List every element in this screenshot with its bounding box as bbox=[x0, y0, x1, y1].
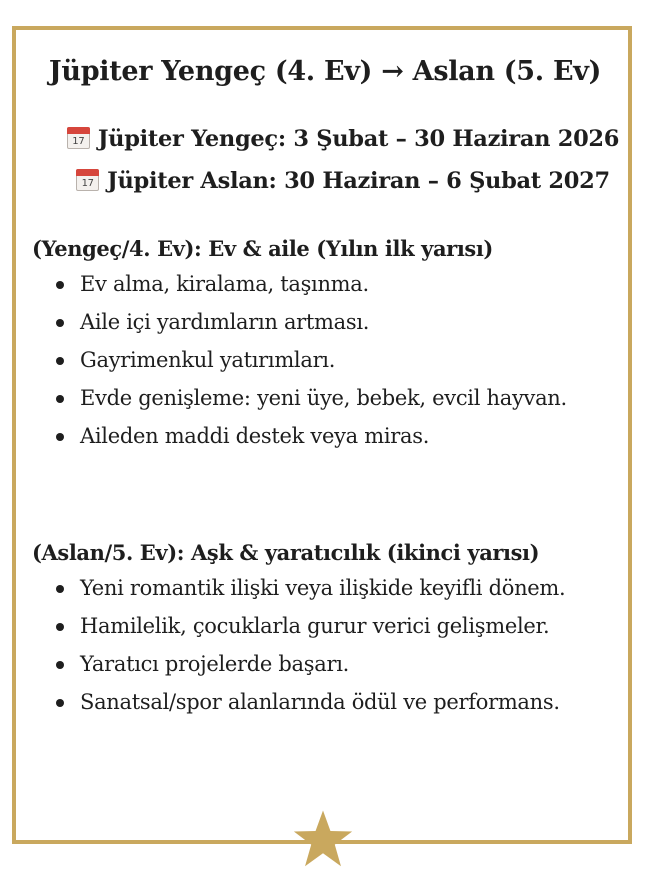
list-item: Yaratıcı projelerde başarı. bbox=[32, 646, 622, 682]
section-heading: (Aslan/5. Ev): Aşk & yaratıcılık (ikinci yarısı) bbox=[32, 540, 540, 565]
list-item: Yeni romantik ilişki veya ilişkide keyifli dönem. bbox=[32, 570, 622, 606]
date-text: Jüpiter Yengeç: 3 Şubat – 30 Haziran 2026 bbox=[97, 126, 620, 152]
section-heading: (Yengeç/4. Ev): Ev & aile (Yılın ilk yarısı) bbox=[32, 236, 493, 261]
list-item: Gayrimenkul yatırımları. bbox=[32, 342, 622, 378]
list-item: Hamilelik, çocuklarla gurur verici gelişmeler. bbox=[32, 608, 622, 644]
date-line-yengec bbox=[0, 126, 650, 152]
section-aslan bbox=[32, 540, 622, 722]
date-line-aslan bbox=[0, 168, 650, 194]
list-item: Aileden maddi destek veya miras. bbox=[32, 418, 622, 454]
page-title: Jüpiter Yengeç (4. Ev) → Aslan (5. Ev) bbox=[48, 56, 602, 87]
list-item: Aile içi yardımların artması. bbox=[32, 304, 622, 340]
list-item: Sanatsal/spor alanlarında ödül ve performans. bbox=[32, 684, 622, 720]
section-yengec bbox=[32, 236, 622, 456]
calendar-icon: 17 bbox=[67, 127, 90, 149]
star-icon bbox=[292, 808, 354, 870]
list-item: Evde genişleme: yeni üye, bebek, evcil hayvan. bbox=[32, 380, 622, 416]
calendar-icon: 17 bbox=[76, 169, 99, 191]
bullet-list bbox=[32, 266, 622, 454]
bullet-list bbox=[32, 570, 622, 720]
date-text: Jüpiter Aslan: 30 Haziran – 6 Şubat 2027 bbox=[107, 168, 610, 194]
list-item: Ev alma, kiralama, taşınma. bbox=[32, 266, 622, 302]
